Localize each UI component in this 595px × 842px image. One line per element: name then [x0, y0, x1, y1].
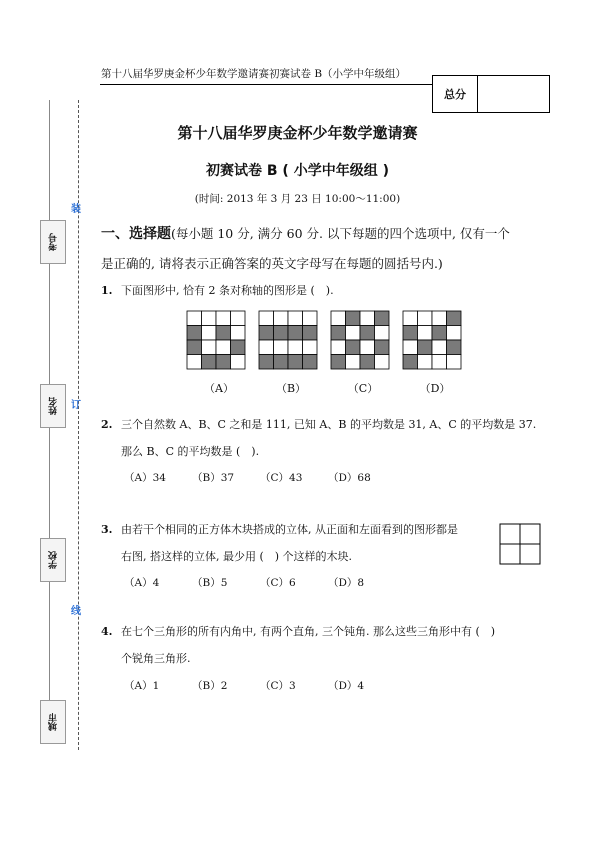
grid-cell	[259, 311, 274, 326]
q3-options	[124, 575, 396, 590]
section-instructions-2: 是正确的, 请将表示正确答案的英文字母写在每题的圆括号内.)	[101, 256, 443, 271]
grid-cell	[259, 326, 274, 341]
grid-cell	[187, 326, 202, 341]
grid-cell	[403, 311, 418, 326]
grid-cell	[447, 326, 462, 341]
grid-cell	[375, 326, 390, 341]
binding-word-zhuang: 装	[71, 204, 81, 215]
grid-cell	[403, 340, 418, 355]
margin-label-exam-number: 考号	[40, 220, 66, 264]
grid-cell	[432, 355, 447, 370]
score-field[interactable]	[478, 76, 549, 112]
question-3	[101, 516, 458, 570]
option-c: （C）6	[260, 577, 296, 589]
q1-label-b: （B）	[275, 382, 307, 395]
q3-view-figure	[499, 523, 541, 565]
option-a: （A）1	[124, 680, 160, 692]
grid-cell	[303, 340, 318, 355]
margin-label-name: 姓名	[40, 384, 66, 428]
grid-cell	[403, 355, 418, 370]
option-d: （D）4	[328, 680, 365, 692]
grid-cell	[288, 326, 303, 341]
q1-label-d: （D）	[419, 382, 451, 395]
option-b: （B）2	[192, 680, 228, 692]
option-d: （D）8	[328, 577, 365, 589]
question-number: 3.	[101, 523, 113, 536]
option-d: （D）68	[328, 472, 371, 484]
question-text-line-1: 由若干个相同的正方体木块搭成的立体, 从正面和左面看到的图形都是	[121, 523, 458, 536]
score-box	[432, 75, 550, 113]
q1-grid-b	[259, 311, 317, 369]
grid-cell	[187, 355, 202, 370]
question-text-line-2: 右图, 搭这样的立体, 最少用 ( ) 个这样的木块.	[121, 550, 353, 563]
grid-cell	[331, 355, 346, 370]
grid-cell	[259, 355, 274, 370]
option-a: （A）34	[124, 472, 166, 484]
grid-cell	[346, 355, 361, 370]
grid-cell	[432, 311, 447, 326]
question-1	[101, 277, 334, 304]
question-text-line-2: 那么 B、C 的平均数是 ( ).	[121, 445, 260, 458]
section-title: 一、选择题	[101, 226, 171, 242]
q1-label-a: （A）	[204, 382, 234, 395]
grid-cell	[231, 311, 246, 326]
grid-cell	[331, 326, 346, 341]
grid-cell	[187, 311, 202, 326]
grid-cell	[303, 326, 318, 341]
exam-time: (时间: 2013 年 3 月 23 日 10:00～11:00)	[194, 193, 401, 205]
grid-cell	[216, 340, 231, 355]
grid-cell	[360, 355, 375, 370]
grid-cell	[231, 340, 246, 355]
question-text-line-1: 三个自然数 A、B、C 之和是 111, 已知 A、B 的平均数是 31, A、C 的平均数是 37.	[121, 418, 537, 431]
header-title: 第十八届华罗庚金杯少年数学邀请赛初赛试卷 B（小学中年级组）	[101, 68, 407, 80]
question-4	[101, 618, 495, 672]
grid-cell	[303, 355, 318, 370]
option-a: （A）4	[124, 577, 160, 589]
grid-cell	[331, 340, 346, 355]
grid-cell	[432, 340, 447, 355]
question-text-line-2: 个锐角三角形.	[121, 652, 191, 665]
grid-cell	[418, 340, 433, 355]
option-b: （B）37	[192, 472, 235, 484]
grid-cell	[274, 326, 289, 341]
grid-cell	[288, 340, 303, 355]
margin-label-city: 城市	[40, 700, 66, 744]
grid-cell	[216, 326, 231, 341]
grid-cell	[202, 355, 217, 370]
grid-cell	[375, 311, 390, 326]
binding-word-ding: 订	[71, 400, 81, 411]
option-b: （B）5	[192, 577, 228, 589]
margin-label-school: 学校	[40, 538, 66, 582]
grid-cell	[346, 340, 361, 355]
grid-cell	[331, 311, 346, 326]
score-label: 总分	[433, 76, 478, 112]
q1-grid-a	[187, 311, 245, 369]
grid-cell	[231, 355, 246, 370]
q4-options	[124, 678, 396, 693]
q2-options	[124, 470, 396, 485]
grid-cell	[202, 326, 217, 341]
grid-cell	[346, 311, 361, 326]
grid-cell	[303, 311, 318, 326]
grid-cell	[216, 355, 231, 370]
grid-cell	[231, 326, 246, 341]
question-number: 2.	[101, 418, 113, 431]
grid-cell	[274, 355, 289, 370]
grid-cell	[403, 326, 418, 341]
grid-cell	[447, 340, 462, 355]
grid-cell	[288, 355, 303, 370]
binding-word-xian: 线	[71, 606, 81, 617]
header-rule	[100, 84, 432, 85]
option-c: （C）43	[260, 472, 303, 484]
grid-cell	[447, 355, 462, 370]
page-title: 第十八届华罗庚金杯少年数学邀请赛	[177, 124, 418, 142]
q1-figures	[186, 310, 466, 372]
page-subtitle: 初赛试卷 B ( 小学中年级组 )	[206, 163, 389, 179]
grid-cell	[432, 326, 447, 341]
question-text-line-1: 在七个三角形的所有内角中, 有两个直角, 三个钝角. 那么这些三角形中有 ( )	[121, 625, 496, 638]
q1-grid-d	[403, 311, 461, 369]
grid-cell	[274, 311, 289, 326]
grid-cell	[418, 326, 433, 341]
grid-cell	[360, 326, 375, 341]
section-instructions-1: (每小题 10 分, 满分 60 分. 以下每题的四个选项中, 仅有一个	[171, 226, 510, 241]
q1-label-c: （C）	[347, 382, 379, 395]
grid-cell	[360, 340, 375, 355]
grid-cell	[216, 311, 231, 326]
grid-cell	[346, 326, 361, 341]
question-2	[101, 411, 536, 465]
grid-cell	[418, 355, 433, 370]
question-number: 4.	[101, 625, 113, 638]
q1-grid-c	[331, 311, 389, 369]
grid-cell	[202, 340, 217, 355]
grid-cell	[202, 311, 217, 326]
grid-cell	[360, 311, 375, 326]
grid-cell	[375, 340, 390, 355]
grid-cell	[187, 340, 202, 355]
grid-cell	[447, 311, 462, 326]
question-text: 下面图形中, 恰有 2 条对称轴的图形是 ( ).	[121, 284, 334, 297]
grid-cell	[418, 311, 433, 326]
grid-cell	[288, 311, 303, 326]
grid-cell	[259, 340, 274, 355]
grid-cell	[375, 355, 390, 370]
section-header	[101, 219, 556, 279]
grid-cell	[274, 340, 289, 355]
option-c: （C）3	[260, 680, 296, 692]
question-number: 1.	[101, 284, 113, 297]
